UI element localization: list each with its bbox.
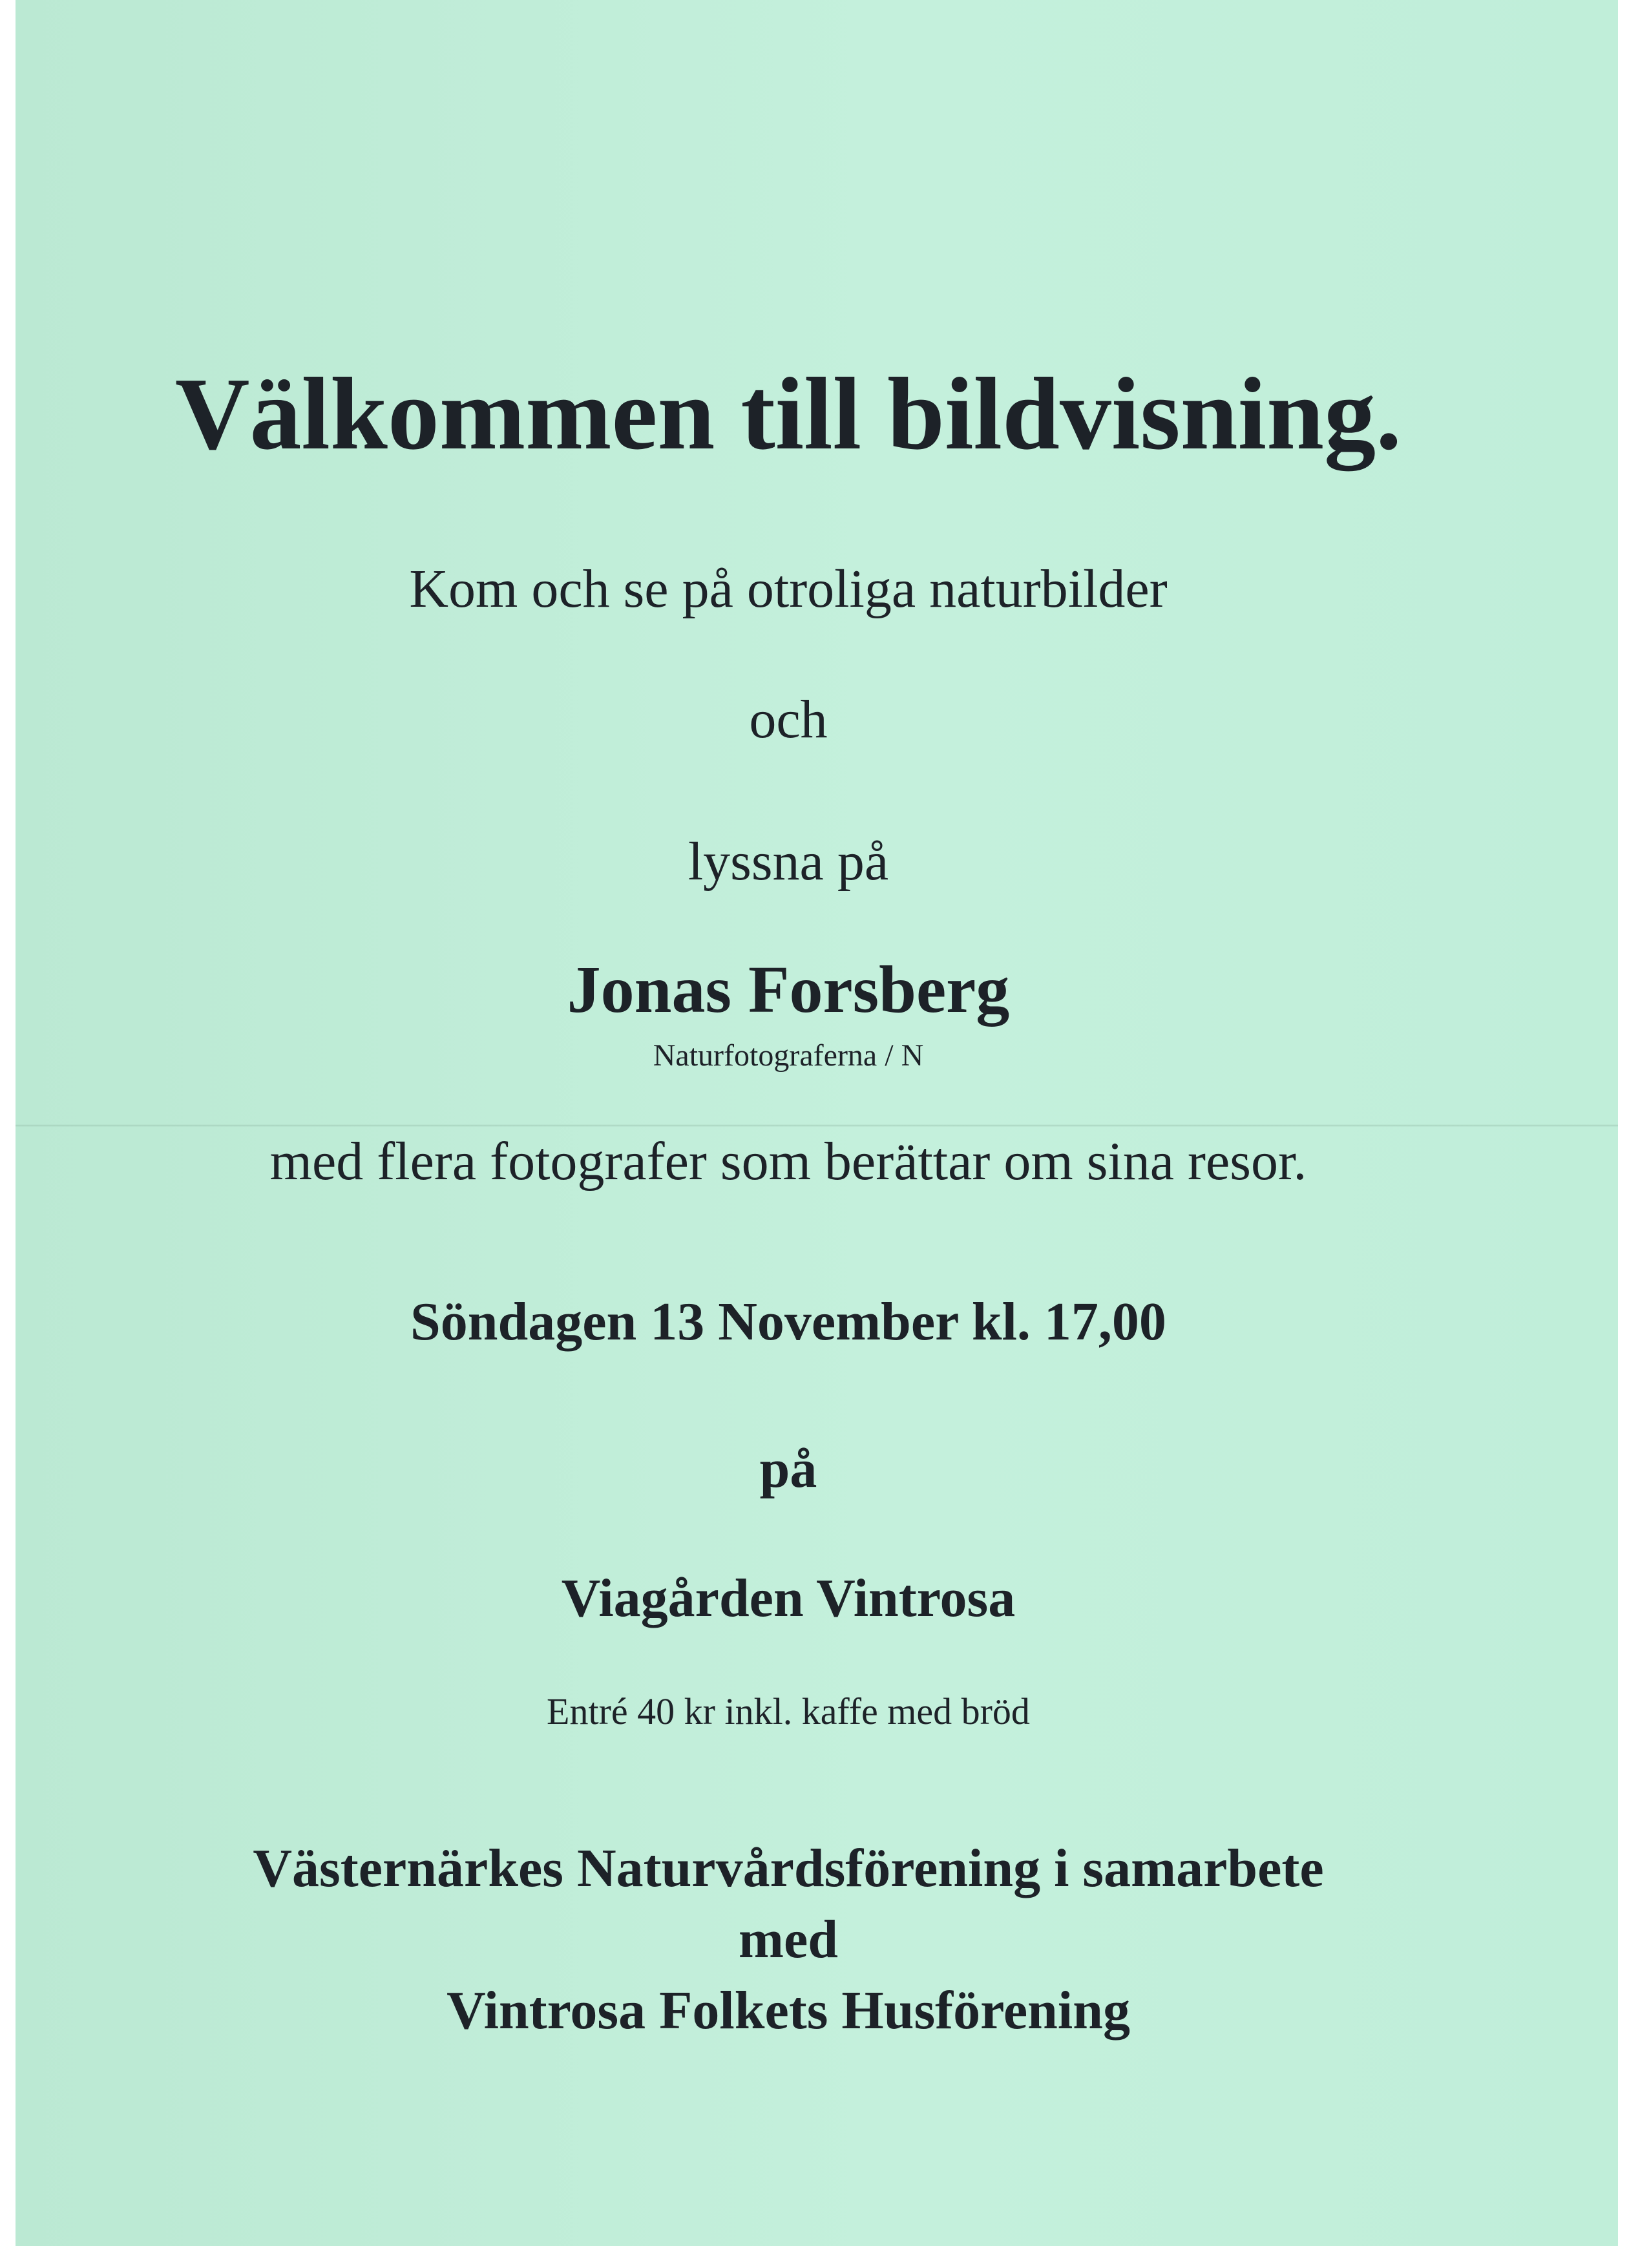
speaker-name: Jonas Forsberg — [567, 952, 1010, 1027]
organizer-line-2: med — [739, 1909, 838, 1969]
organizer-line-3: Vintrosa Folkets Husförening — [446, 1980, 1130, 2041]
connector-och: och — [749, 689, 828, 750]
event-venue: Viagården Vintrosa — [561, 1568, 1016, 1628]
speaker-organization: Naturfotograferna / N — [653, 1038, 924, 1073]
connector-pa: på — [759, 1439, 817, 1499]
entry-fee: Entré 40 kr inkl. kaffe med bröd — [547, 1690, 1030, 1732]
listen-text: lyssna på — [688, 832, 889, 892]
intro-text: Kom och se på otroliga naturbilder — [409, 559, 1168, 619]
event-date: Söndagen 13 November kl. 17,00 — [410, 1292, 1166, 1352]
organizer-line-1: Västernärkes Naturvårdsförening i samarbete — [253, 1838, 1324, 1898]
flyer-title: Välkommen till bildvisning. — [174, 356, 1402, 471]
event-description: med flera fotografer som berättar om sina resor. — [269, 1131, 1307, 1192]
flyer-sheet — [16, 0, 1618, 2246]
paper-fold-line — [16, 1124, 1618, 1127]
